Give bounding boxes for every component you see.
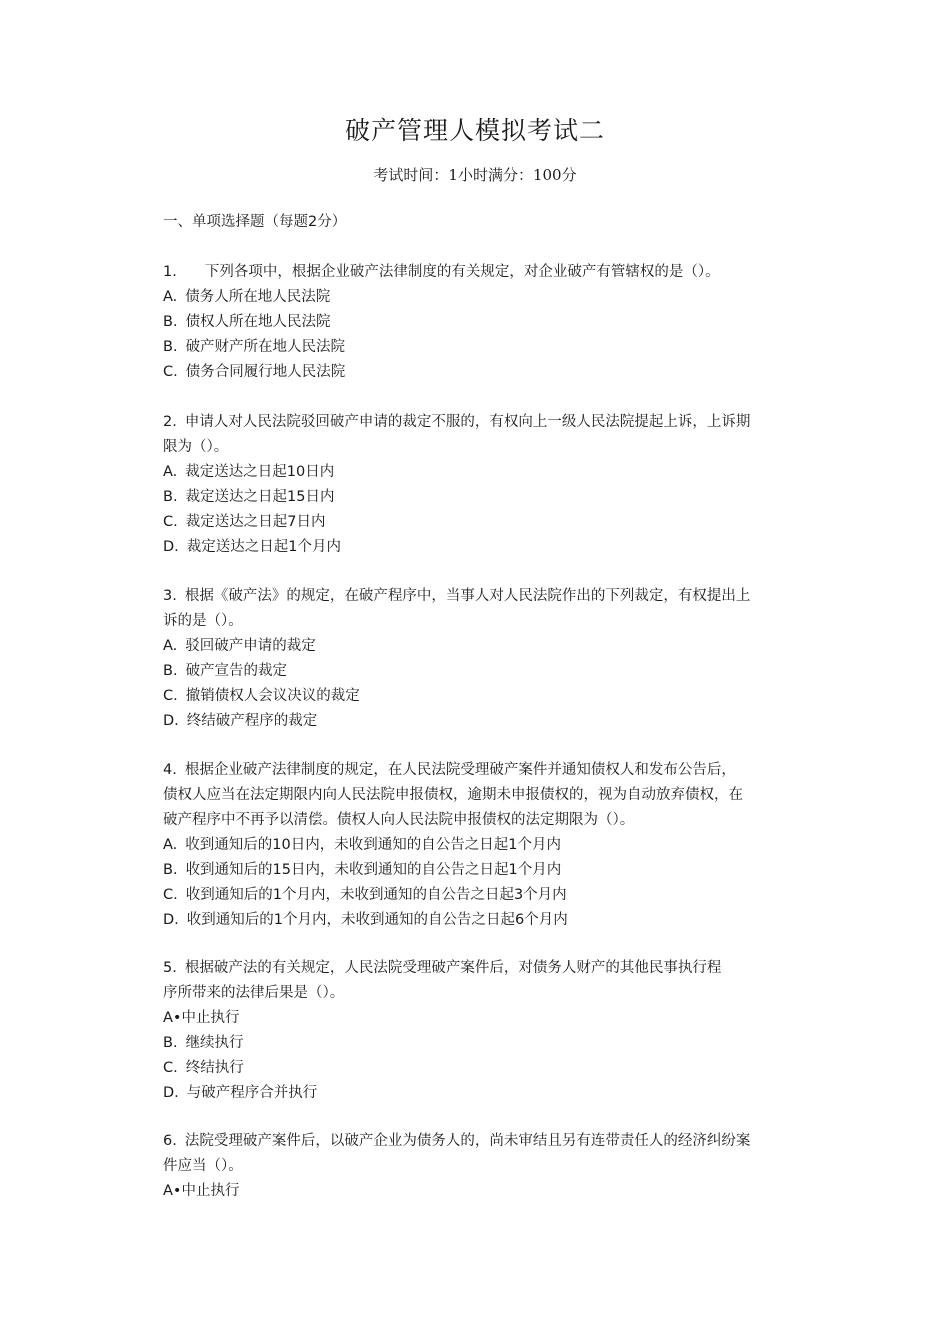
question-stem-cont: 破产程序中不再予以清偿。债权人向人民法院申报债权的法定期限为（）。 xyxy=(163,812,635,828)
option-b: B. 裁定送达之日起15日内 xyxy=(163,489,335,505)
exam-info: 考试时间：1小时满分：100分 xyxy=(373,166,577,184)
question-stem-cont: 债权人应当在法定期限内向人民法院申报债权，逾期未申报债权的，视为自动放弃债权，在 xyxy=(163,787,743,803)
question-number: 5. xyxy=(163,960,177,976)
question-stem: 3. 根据《破产法》的规定，在破产程序中，当事人对人民法院作出的下列裁定，有权提出上 xyxy=(163,584,813,609)
question-1 xyxy=(163,260,813,385)
page-title: 破产管理人模拟考试二 xyxy=(344,116,605,145)
question-stem: 4. 根据企业破产法律制度的规定，在人民法院受理破产案件并通知债权人和发布公告后， xyxy=(163,758,813,783)
question-4 xyxy=(163,758,813,933)
question-stem-cont: 序所带来的法律后果是（）。 xyxy=(163,985,345,1001)
option-a: A. 驳回破产申请的裁定 xyxy=(163,638,316,654)
option-a: A. 收到通知后的10日内，未收到通知的自公告之日起1个月内 xyxy=(163,837,561,853)
option-b: B. 继续执行 xyxy=(163,1035,244,1051)
question-number: 1. xyxy=(163,264,177,280)
question-2 xyxy=(163,410,813,560)
option-b: B. 破产宣告的裁定 xyxy=(163,663,288,679)
option-d: D. 收到通知后的1个月内，未收到通知的自公告之日起6个月内 xyxy=(163,912,568,928)
option-b: B. 收到通知后的15日内，未收到通知的自公告之日起1个月内 xyxy=(163,862,562,878)
question-number: 4. xyxy=(163,762,177,778)
option-d: D. 裁定送达之日起1个月内 xyxy=(163,539,342,555)
question-number: 2. xyxy=(163,414,177,430)
option-a: A. 债务人所在地人民法院 xyxy=(163,289,331,305)
question-number: 6. xyxy=(163,1133,177,1149)
option-a: A. 裁定送达之日起10日内 xyxy=(163,464,335,480)
option-c: C. 裁定送达之日起7日内 xyxy=(163,514,326,530)
question-stem-cont: 限为（）。 xyxy=(163,439,229,455)
question-stem: 6. 法院受理破产案件后，以破产企业为债务人的，尚未审结且另有连带责任人的经济纠纷案 xyxy=(163,1129,813,1154)
question-stem: 1. 下列各项中，根据企业破产法律制度的有关规定，对企业破产有管辖权的是（）。 xyxy=(163,260,813,285)
option-c: C. 终结执行 xyxy=(163,1060,244,1076)
question-6 xyxy=(163,1129,813,1204)
option-c: C. 债务合同履行地人民法院 xyxy=(163,364,346,380)
option-b: B. 债权人所在地人民法院 xyxy=(163,314,331,330)
option-a: A•中止执行 xyxy=(163,1183,240,1199)
question-5 xyxy=(163,956,813,1106)
question-stem-cont: 诉的是（）。 xyxy=(163,613,243,629)
option-c: C. 撤销债权人会议决议的裁定 xyxy=(163,688,360,704)
question-stem: 5. 根据破产法的有关规定，人民法院受理破产案件后，对债务人财产的其他民事执行程 xyxy=(163,956,813,981)
question-number: 3. xyxy=(163,588,177,604)
option-a: A•中止执行 xyxy=(163,1010,240,1026)
option-d: D. 与破产程序合并执行 xyxy=(163,1085,318,1101)
option-c: C. 收到通知后的1个月内，未收到通知的自公告之日起3个月内 xyxy=(163,887,567,903)
section-heading: 一、单项选择题（每题2分） xyxy=(163,214,347,230)
question-stem-cont: 件应当（）。 xyxy=(163,1158,243,1174)
question-stem: 2. 申请人对人民法院驳回破产申请的裁定不服的，有权向上一级人民法院提起上诉，上诉期 xyxy=(163,410,813,435)
option-b-2: B. 破产财产所在地人民法院 xyxy=(163,339,346,355)
option-d: D. 终结破产程序的裁定 xyxy=(163,713,318,729)
question-3 xyxy=(163,584,813,734)
